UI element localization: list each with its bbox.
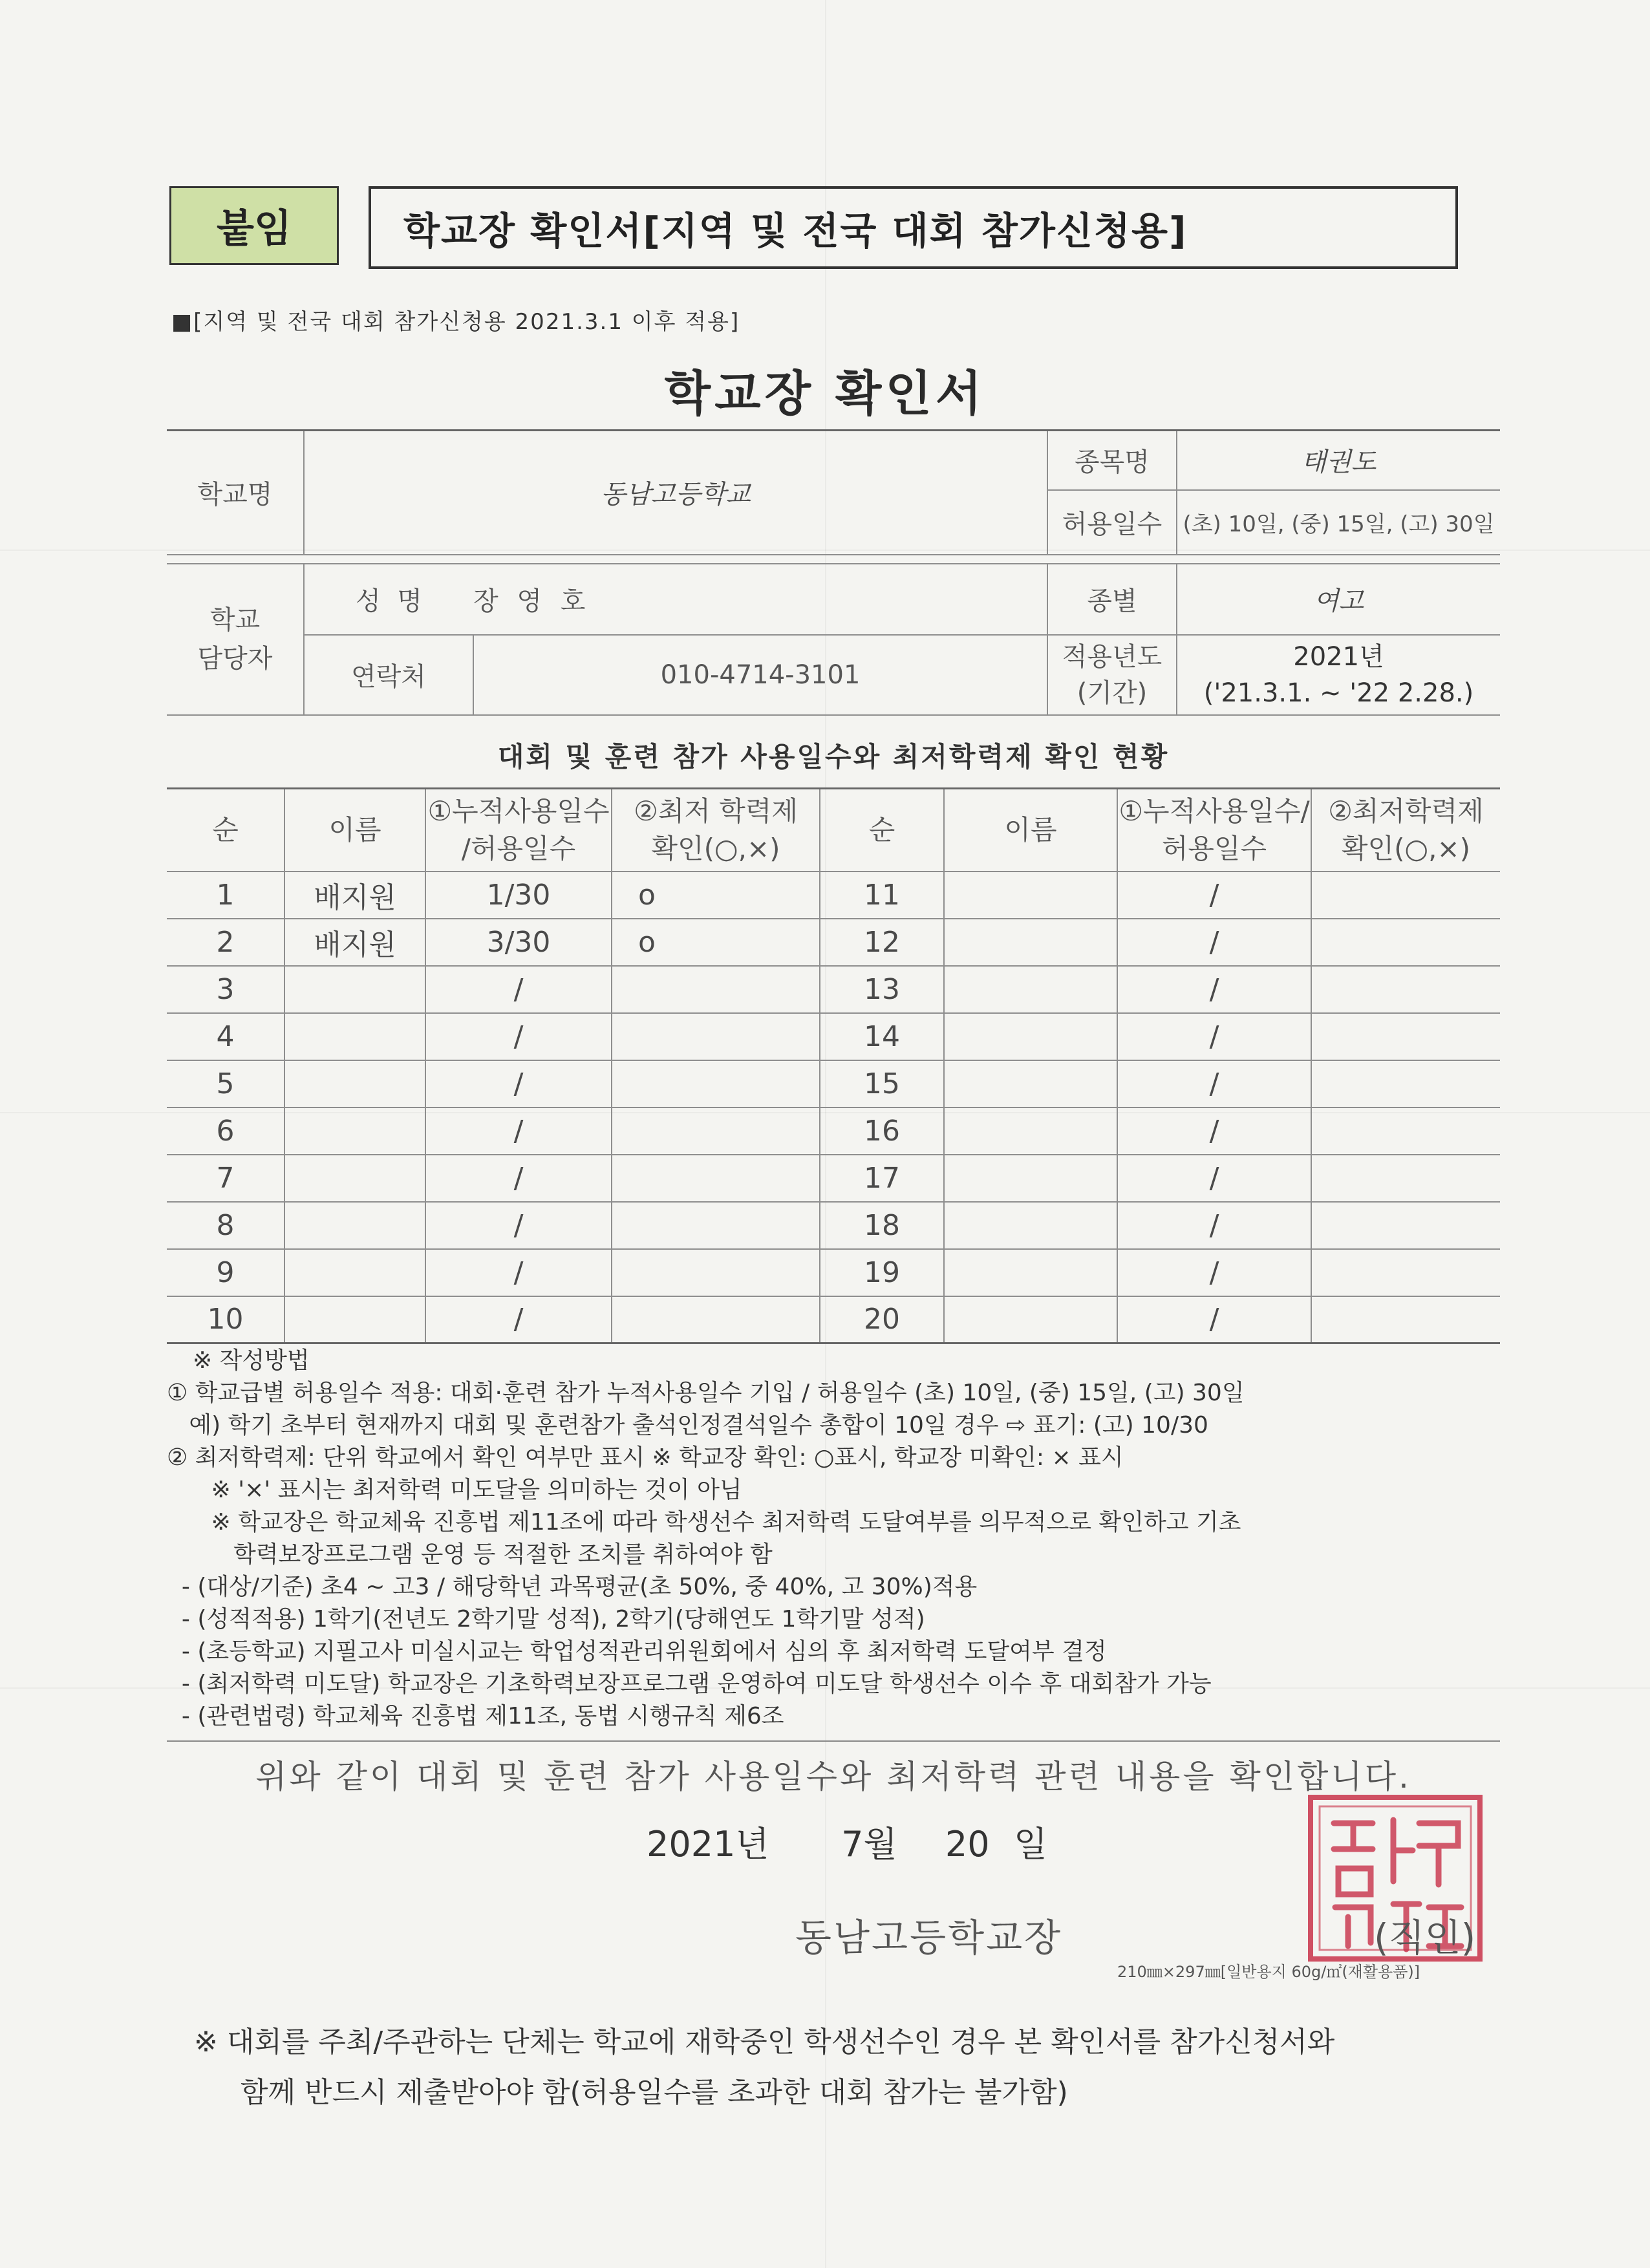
days-ratio: / [425,1060,612,1107]
row-number: 5 [167,1060,284,1107]
academic-check-right [1311,1202,1500,1249]
year-label-1: 적용년도 [1062,641,1162,672]
row-number-right: 11 [820,872,944,919]
row-number-right: 15 [820,1060,944,1107]
days-ratio-right: / [1117,1107,1311,1155]
student-name: 배지원 [284,919,425,966]
header-days-line-1: ①누적사용일수 [427,795,610,827]
academic-check [612,1107,820,1155]
days-ratio-right: / [1117,1296,1311,1343]
header-days-right-line-2: 허용일수 [1161,832,1267,864]
row-number-right: 20 [820,1296,944,1343]
days-ratio-right: / [1117,1249,1311,1296]
days-ratio-right: / [1117,919,1311,966]
student-name-right [944,1202,1117,1249]
academic-check [612,1155,820,1202]
allowed-days-label: 허용일수 [1047,490,1177,555]
row-number: 8 [167,1202,284,1249]
header-check-line-1: ②최저 학력제 [634,795,798,827]
roster-rows [167,872,1500,1343]
table-row [167,1013,1500,1060]
student-name-right [944,919,1117,966]
year-value [1177,635,1500,715]
table-row [167,1296,1500,1343]
instructions-heading: ※ 작성방법 [193,1347,310,1374]
academic-check-right [1311,1107,1500,1155]
row-number: 1 [167,872,284,919]
footer-note-line-2: 함께 반드시 제출받아야 함(허용일수를 초과한 대회 참가는 불가함) [241,2076,1068,2109]
student-name [284,1107,425,1155]
academic-check [612,1249,820,1296]
instruction-lines [167,1377,1512,1733]
section-title: 대회 및 훈련 참가 사용일수와 최저학력제 확인 현황 [497,741,1170,773]
instruction-line: ② 최저학력제: 단위 학교에서 확인 여부만 표시 ※ 학교장 확인: ○표시, 학교장 미확인: × 표시 [167,1444,1124,1471]
academic-check-right [1311,1249,1500,1296]
sport-value: 태권도 [1177,431,1500,490]
header-check-right-line-2: 확인(○,×) [1341,832,1471,864]
academic-check-right [1311,872,1500,919]
student-name [284,1249,425,1296]
days-ratio-right: / [1117,872,1311,919]
paper-size-note: 210㎜×297㎜[일반용지 60g/㎡(재활용품)] [1117,1963,1420,1981]
phone-number: 010-4714-3101 [473,635,1047,715]
header-no: 순 [167,789,284,872]
name-label: 성 명 [304,564,473,635]
student-name [284,966,425,1013]
row-number-right: 13 [820,966,944,1013]
header-check-right [1311,789,1500,872]
confirmation-statement: 위와 같이 대회 및 훈련 참가 사용일수와 최저학력 관련 내용을 확인합니다. [255,1758,1411,1795]
header-no-right: 순 [820,789,944,872]
instruction-line: - (관련법령) 학교체육 진흥법 제11조, 동법 시행규칙 제6조 [167,1703,784,1729]
days-ratio-right: / [1117,1202,1311,1249]
table-row [167,919,1500,966]
row-number: 4 [167,1013,284,1060]
form-title: 학교장 확인서[지역 및 전국 대회 참가신청용] [403,209,1188,253]
row-number-right: 16 [820,1107,944,1155]
instruction-line: 학력보장프로그램 운영 등 적절한 조치를 취하여야 함 [167,1541,773,1568]
row-number-right: 19 [820,1249,944,1296]
table-row [167,1249,1500,1296]
table-row [167,1060,1500,1107]
days-ratio-right: / [1117,1060,1311,1107]
table-row [167,1107,1500,1155]
phone-label: 연락처 [304,635,473,715]
days-ratio-right: / [1117,1013,1311,1060]
attachment-tag-label: 붙임 [217,206,292,251]
sport-label: 종목명 [1047,431,1177,490]
row-number: 6 [167,1107,284,1155]
student-name [284,1296,425,1343]
applicability-note: ■[지역 및 전국 대회 참가신청용 2021.3.1 이후 적용] [171,309,740,335]
academic-check-right [1311,1013,1500,1060]
header-check-right-line-1: ②최저학력제 [1328,795,1484,827]
days-ratio: / [425,1107,612,1155]
academic-check [612,1013,820,1060]
academic-check [612,966,820,1013]
year-period: ('21.3.1. ~ '22 2.28.) [1203,678,1474,708]
instruction-line: ※ '×' 표시는 최저학력 미도달을 의미하는 것이 아님 [167,1477,742,1503]
issue-date: 2021년 7월 20 일 [647,1824,1047,1865]
student-name-right [944,1249,1117,1296]
days-ratio: / [425,1155,612,1202]
row-number: 9 [167,1249,284,1296]
table-row [167,1155,1500,1202]
row-number: 10 [167,1296,284,1343]
instruction-line: ※ 학교장은 학교체육 진흥법 제11조에 따라 학생선수 최저학력 도달여부를 의무적으로 확인하고 기초 [167,1509,1241,1535]
division-label: 종별 [1047,564,1177,635]
participation-table [167,787,1500,1344]
attachment-tag [169,186,339,265]
days-ratio: / [425,1202,612,1249]
row-number: 7 [167,1155,284,1202]
days-ratio: / [425,1296,612,1343]
contact-group-label [167,564,304,715]
student-name-right [944,872,1117,919]
student-name-right [944,1107,1117,1155]
principal-title: 동남고등학교장 [795,1916,1063,1960]
instruction-line: - (대상/기준) 초4 ~ 고3 / 해당학년 과목평균(초 50%, 중 40%, 고 30%)적용 [167,1574,978,1600]
student-name [284,1060,425,1107]
year-label [1047,635,1177,715]
header-days-right [1117,789,1311,872]
division-value: 여고 [1177,564,1500,635]
row-number-right: 17 [820,1155,944,1202]
academic-check-right [1311,966,1500,1013]
academic-check-right [1311,1060,1500,1107]
student-name-right [944,1296,1117,1343]
instruction-line: - (초등학교) 지필고사 미실시교는 학업성적관리위원회에서 심의 후 최저학력 도달여부 결정 [167,1638,1107,1665]
student-name [284,1202,425,1249]
academic-check: o [612,872,820,919]
table-spacer [167,555,1500,564]
student-name [284,1155,425,1202]
allowed-days-value: (초) 10일, (중) 15일, (고) 30일 [1177,490,1500,555]
student-name-right [944,1013,1117,1060]
days-ratio: 3/30 [425,919,612,966]
seal-label: (직인) [1374,1916,1476,1960]
row-number-right: 12 [820,919,944,966]
contact-group-label-2: 담당자 [197,643,273,674]
table-row [167,872,1500,919]
instruction-line: 예) 학기 초부터 현재까지 대회 및 훈련참가 출석인정결석일수 총합이 10일 경우 ⇨ 표기: (고) 10/30 [167,1412,1208,1439]
academic-check-right [1311,919,1500,966]
contact-group-label-1: 학교 [209,604,261,635]
student-name-right [944,1060,1117,1107]
row-number-right: 14 [820,1013,944,1060]
contact-name: 장 영 호 [473,564,1047,635]
days-ratio-right: / [1117,1155,1311,1202]
header-days [425,789,612,872]
footer-note [194,2017,1334,2118]
school-name: 동남고등학교 [304,431,1047,555]
header-days-line-2: /허용일수 [461,832,576,864]
divider [167,1740,1500,1742]
instruction-line: ① 학교급별 허용일수 적용: 대회·훈련 참가 누적사용일수 기입 / 허용일수 (초) 10일, (중) 15일, (고) 30일 [167,1380,1245,1406]
footer-note-line-1: ※ 대회를 주최/주관하는 단체는 학교에 재학중인 학생선수인 경우 본 확인서를 참가신청서와 [194,2026,1335,2059]
student-name-right [944,1155,1117,1202]
days-ratio: / [425,966,612,1013]
table-row [167,1202,1500,1249]
row-number: 2 [167,919,284,966]
instruction-line: - (성적적용) 1학기(전년도 2학기말 성적), 2학기(당해연도 1학기말 성적) [167,1606,925,1632]
header-days-right-line-1: ①누적사용일수/ [1119,795,1310,827]
year-value-1: 2021년 [1293,641,1384,672]
academic-check: o [612,919,820,966]
row-number-right: 18 [820,1202,944,1249]
academic-check [612,1202,820,1249]
student-name-right [944,966,1117,1013]
academic-check [612,1060,820,1107]
header-check-line-2: 확인(○,×) [651,832,780,864]
document-title: 학교장 확인서 [664,366,986,422]
student-name [284,1013,425,1060]
row-number: 3 [167,966,284,1013]
instruction-line: - (최저학력 미도달) 학교장은 기초학력보장프로그램 운영하여 미도달 학생선수 이수 후 대회참가 가능 [167,1671,1212,1697]
school-label: 학교명 [167,431,304,555]
table-row [167,966,1500,1013]
days-ratio: / [425,1249,612,1296]
year-label-2: (기간) [1077,678,1148,708]
academic-check-right [1311,1155,1500,1202]
days-ratio: / [425,1013,612,1060]
student-name: 배지원 [284,872,425,919]
days-ratio-right: / [1117,966,1311,1013]
academic-check [612,1296,820,1343]
school-info-table [167,429,1500,716]
header-name: 이름 [284,789,425,872]
academic-check-right [1311,1296,1500,1343]
form-title-box [369,186,1458,269]
header-name-right: 이름 [944,789,1117,872]
instructions [167,1345,1512,1733]
header-check [612,789,820,872]
days-ratio: 1/30 [425,872,612,919]
